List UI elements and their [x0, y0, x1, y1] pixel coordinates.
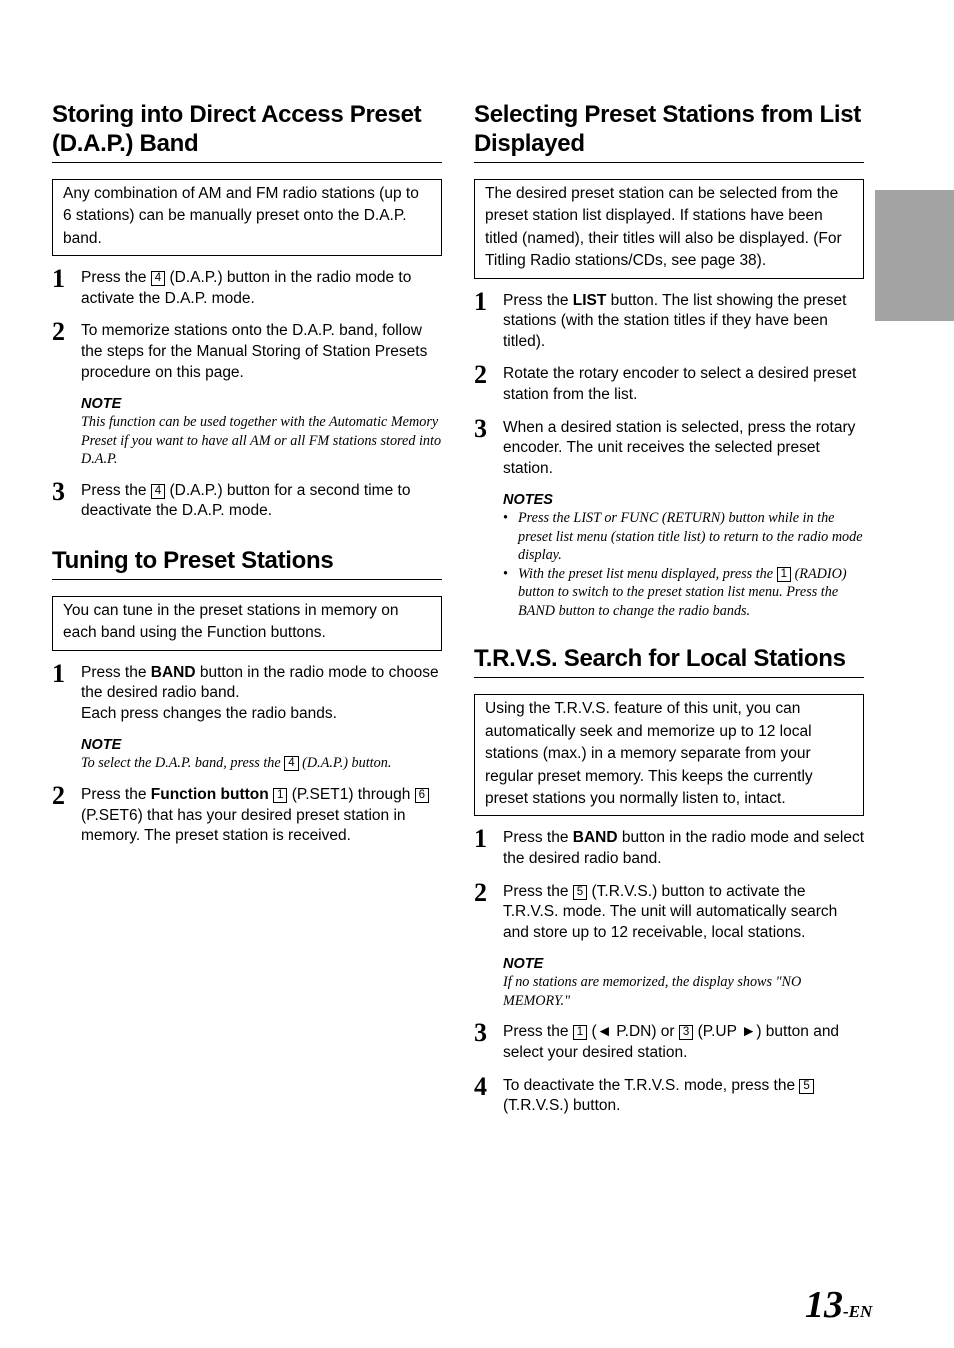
step-text: Press the Function button 1 (P.SET1) through 6 (P.SET6) that has your desired preset station in memory. The preset station is received. — [81, 785, 442, 847]
tuning-intro-box: You can tune in the preset stations in memory on each band using the Function buttons. — [52, 596, 442, 651]
step-number: 1 — [52, 658, 65, 688]
step-number: 2 — [52, 780, 65, 810]
note-body: If no stations are memorized, the display shows "NO MEMORY." — [503, 974, 802, 1009]
note-item: • With the preset list menu displayed, press the 1 (RADIO) button to switch to the preset station list menu. Press the BAND button to change the radio bands. — [503, 565, 864, 621]
list-notes — [503, 491, 864, 620]
trvs-step-1 — [474, 824, 865, 869]
note-item: • Press the LIST or FUNC (RETURN) button while in the preset list menu (station title list) to return to the radio mode display. — [503, 509, 864, 565]
step-text: Press the BAND button in the radio mode to choose the desired radio band. Each press changes the radio bands. — [81, 663, 439, 722]
step-number: 3 — [52, 476, 65, 506]
step-number: 3 — [474, 413, 487, 443]
button-key-1: 1 — [573, 1025, 587, 1040]
tuning-step-2 — [52, 780, 442, 847]
list-step-2 — [474, 360, 864, 405]
left-column — [52, 100, 442, 847]
step-number: 2 — [474, 360, 487, 390]
step-number: 2 — [474, 877, 487, 907]
note-title: NOTES — [503, 492, 553, 509]
step-text: Press the BAND button in the radio mode and select the desired radio band. — [503, 829, 865, 867]
step-text: When a desired station is selected, press the rotary encoder. The unit receives the selected preset station. — [503, 418, 856, 477]
list-step-1 — [474, 286, 864, 353]
dap-note — [81, 395, 442, 469]
step-text: To deactivate the T.R.V.S. mode, press the 5 (T.R.V.S.) button. — [503, 1076, 864, 1117]
step-text: Press the 5 (T.R.V.S.) button to activate the T.R.V.S. mode. The unit will automatically search and store up to 12 receivable, local stations. — [503, 882, 838, 941]
note-title: NOTE — [503, 956, 544, 973]
dap-step-1 — [52, 264, 442, 309]
dap-heading: Storing into Direct Access Preset (D.A.P.) Band — [52, 100, 442, 163]
tuning-section — [52, 546, 442, 847]
step-number: 2 — [52, 317, 65, 347]
tuning-step-1 — [52, 658, 442, 725]
trvs-section — [474, 644, 864, 1116]
section-tab — [875, 190, 954, 321]
page-number: 13-EN — [805, 1284, 873, 1326]
step-number: 1 — [474, 286, 487, 316]
tuning-note — [81, 736, 442, 773]
right-column — [474, 100, 864, 1117]
note-body: This function can be used together with the Automatic Memory Preset if you want to have all AM or all FM stations stored into D.A.P. — [81, 414, 442, 468]
trvs-note — [503, 955, 864, 1010]
trvs-intro-box: Using the T.R.V.S. feature of this unit, you can automatically seek and memorize up to 12 local stations (max.) in a memory separate from your regular preset memory. This keeps the currently preset stations you normally listen to, intact. — [474, 694, 864, 816]
note-title: NOTE — [81, 737, 122, 754]
dap-step-2 — [52, 317, 442, 383]
button-key-5: 5 — [799, 1079, 813, 1094]
list-intro-box: The desired preset station can be selected from the preset station list displayed. If stations have been titled (named), their titles will also be displayed. (For Titling Radio stations/CDs, see page 38). — [474, 179, 864, 279]
trvs-step-2 — [474, 877, 864, 944]
step-number: 1 — [52, 264, 65, 294]
button-key-3: 3 — [679, 1025, 693, 1040]
step-text: Rotate the rotary encoder to select a desired preset station from the list. — [503, 365, 857, 403]
step-text: Press the LIST button. The list showing the preset stations (with the station titles if they have been titled). — [503, 291, 847, 350]
list-step-3 — [474, 413, 864, 480]
step-text: Press the 4 (D.A.P.) button for a second time to deactivate the D.A.P. mode. — [81, 481, 411, 520]
step-number: 3 — [474, 1018, 487, 1048]
step-text: To memorize stations onto the D.A.P. band, follow the steps for the Manual Storing of Station Presets procedure on this page. — [81, 322, 428, 381]
button-key-5: 5 — [573, 885, 587, 900]
button-key-6: 6 — [415, 788, 429, 803]
note-title: NOTE — [81, 396, 122, 413]
trvs-heading: T.R.V.S. Search for Local Stations — [474, 644, 864, 678]
trvs-step-4 — [474, 1071, 864, 1117]
dap-intro-box: Any combination of AM and FM radio stations (up to 6 stations) can be manually preset onto the D.A.P. band. — [52, 179, 442, 256]
tuning-heading: Tuning to Preset Stations — [52, 546, 442, 580]
note-body: To select the D.A.P. band, press the 4 (D.A.P.) button. — [81, 755, 392, 772]
dap-step-3 — [52, 476, 442, 522]
step-text: Press the 1 (◄ P.DN) or 3 (P.UP ►) button and select your desired station. — [503, 1023, 840, 1061]
step-text: Press the 4 (D.A.P.) button in the radio mode to activate the D.A.P. mode. — [81, 269, 412, 307]
button-key-4: 4 — [284, 756, 298, 771]
notes-list — [503, 509, 864, 620]
button-key-4: 4 — [151, 484, 165, 499]
step-number: 4 — [474, 1071, 487, 1101]
button-key-1: 1 — [777, 567, 791, 582]
list-heading: Selecting Preset Stations from List Displayed — [474, 100, 864, 163]
button-key-4: 4 — [151, 271, 165, 286]
trvs-step-3 — [474, 1018, 864, 1063]
step-number: 1 — [474, 824, 487, 854]
button-key-1: 1 — [273, 788, 287, 803]
